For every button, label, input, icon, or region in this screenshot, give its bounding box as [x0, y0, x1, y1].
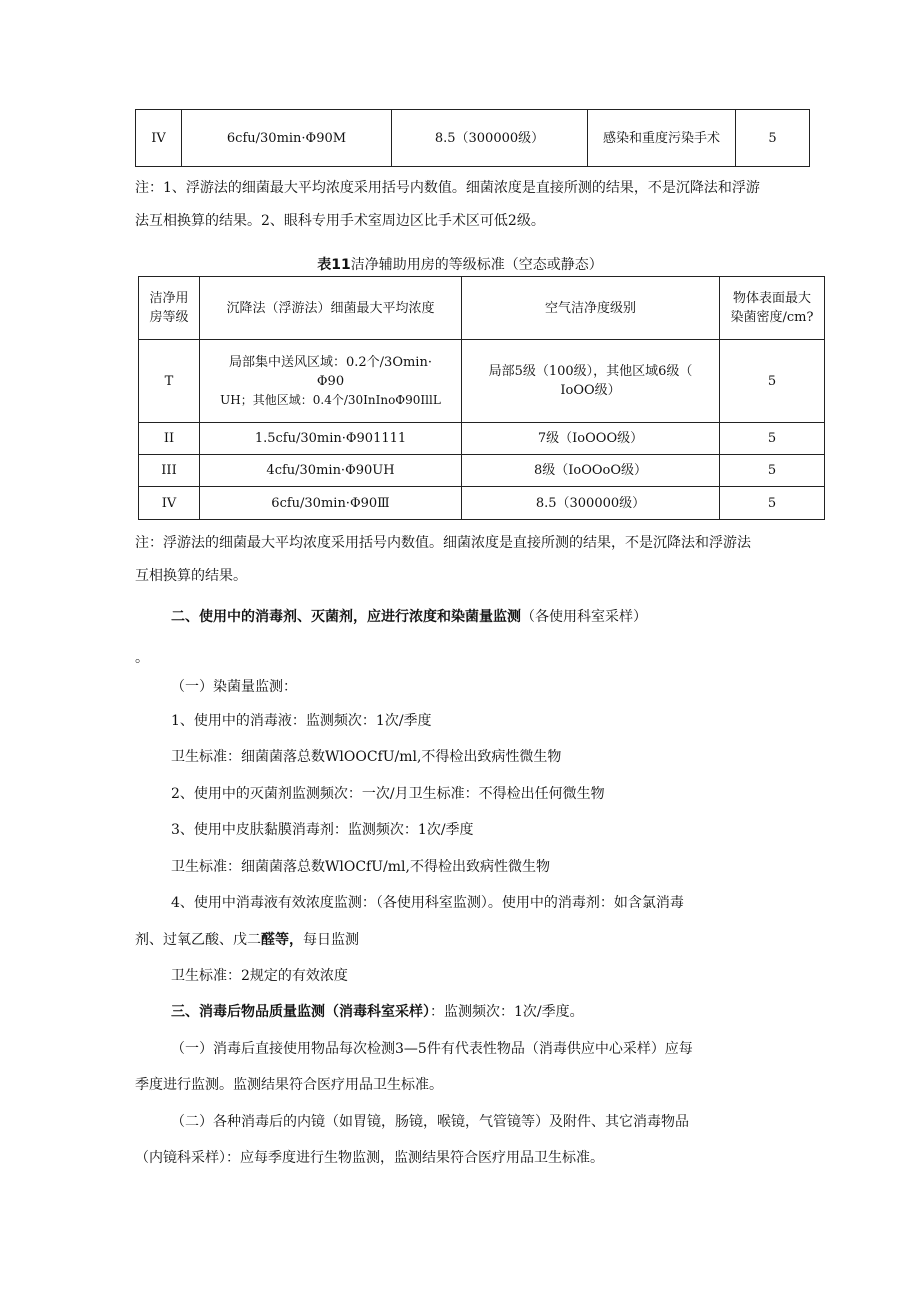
paragraph-line: （二）各种消毒后的内镜（如胃镜，肠镜，喉镜，气管镜等）及附件、其它消毒物品	[171, 1114, 689, 1130]
header-line: 洁净用	[149, 291, 189, 306]
header-concentration: 沉降法（浮游法）细菌最大平均浓度	[200, 277, 462, 340]
paragraph-line: 卫生标准：细菌菌落总数WlOOCfU/ml,不得检出致病性微生物	[171, 749, 562, 765]
header-air-cleanliness: 空气洁净度级别	[462, 277, 720, 340]
air-cleanliness-cell: 8.5（300000级）	[392, 110, 588, 167]
header-line: 物体表面最大	[732, 291, 811, 306]
section-heading-tail: ：监测频次：1次/季度。	[430, 1004, 584, 1020]
table-row	[139, 455, 825, 487]
concentration-cell	[200, 340, 462, 423]
paragraph-line: （内镜科采样）：应每季度进行生物监测，监测结果符合医疗用品卫生标准。	[135, 1150, 604, 1166]
section-heading-bold: 三、消毒后物品质量监测（消毒科室采样）	[171, 1004, 430, 1020]
operating-room-grade-table	[135, 109, 810, 167]
text-run-bold: 醛等，	[261, 932, 303, 948]
table-caption	[0, 254, 920, 276]
concentration-cell: 1.5cfu/30min·Φ901111	[200, 423, 462, 455]
paragraph-line: 季度进行监测。监测结果符合医疗用品卫生标准。	[135, 1077, 443, 1093]
section-heading-tail: （各使用科室采样）	[521, 609, 647, 625]
section-heading-bold: 二、使用中的消毒剂、灭菌剂，应进行浓度和染菌量监测	[171, 609, 521, 625]
concentration-cell: 4cfu/30min·Φ90UH	[200, 455, 462, 487]
air-cleanliness-cell: 7级（IoOOO级）	[462, 423, 720, 455]
paragraph-line: 卫生标准：细菌菌落总数WlOCfU/ml,不得检出致病性微生物	[171, 859, 550, 875]
note-line: 注：1、浮游法的细菌最大平均浓度采用括号内数值。细菌浓度是直接所测的结果，不是沉降法和浮游	[135, 180, 760, 196]
table-note	[135, 172, 825, 238]
paragraph-line: 3、使用中皮肤黏膜消毒剂：监测频次：1次/季度	[171, 822, 474, 838]
table-row	[136, 110, 810, 167]
paragraph-line: 。	[135, 650, 149, 666]
air-cleanliness-cell: 8.5（300000级）	[462, 487, 720, 520]
header-surface-density	[720, 277, 825, 340]
paragraph-line: 1、使用中的消毒液：监测频次：1次/季度	[171, 713, 432, 729]
header-line: 染菌密度/cm?	[730, 310, 814, 325]
note-line: 注：浮游法的细菌最大平均浓度采用括号内数值。细菌浓度是直接所测的结果，不是沉降法和浮游法	[135, 535, 751, 551]
text-run: 剂、过氧乙酸、戊二	[135, 932, 261, 948]
grade-cell: IV	[136, 110, 182, 167]
surface-density-cell: 5	[720, 423, 825, 455]
surface-density-cell: 5	[736, 110, 810, 167]
caption-number: 表11	[317, 257, 351, 273]
surface-density-cell: 5	[720, 455, 825, 487]
text-run: 每日监测	[303, 932, 359, 948]
table-header-row	[139, 277, 825, 340]
grade-cell: T	[139, 340, 200, 423]
surface-density-cell: 5	[720, 340, 825, 423]
caption-text: 洁净辅助用房的等级标准（空态或静态）	[350, 257, 603, 273]
cell-line: 局部集中送风区域：0.2个/3Omin·	[229, 354, 432, 370]
grade-cell: IV	[139, 487, 200, 520]
subheading: （一）染菌量监测：	[171, 679, 297, 695]
table-note	[135, 527, 825, 593]
table-row	[139, 423, 825, 455]
auxiliary-room-grade-table	[138, 276, 825, 520]
paragraph-line	[135, 925, 825, 955]
cell-line: IoOO级）	[560, 383, 621, 398]
air-cleanliness-cell: 8级（IoOOoO级）	[462, 455, 720, 487]
cell-line: 局部5级（100级），其他区域6级（	[488, 364, 693, 379]
applicable-surgery-cell: 感染和重度污染手术	[588, 110, 736, 167]
grade-cell: III	[139, 455, 200, 487]
paragraph-line: 2、使用中的灭菌剂监测频次：一次/月卫生标准：不得检出任何微生物	[171, 786, 605, 802]
grade-cell: II	[139, 423, 200, 455]
cell-line: UH；其他区域：0.4个/30InInoΦ90IllL	[220, 392, 441, 407]
table-row	[139, 487, 825, 520]
note-line: 法互相换算的结果。2、眼科专用手术室周边区比手术区可低2级。	[135, 213, 545, 229]
header-line: 房等级	[149, 310, 189, 325]
section-heading	[135, 602, 825, 632]
paragraph-line: 4、使用中消毒液有效浓度监测：（各使用科室监测）。使用中的消毒剂：如含氯消毒	[171, 895, 684, 911]
note-line: 互相换算的结果。	[135, 568, 247, 584]
paragraph-line: 卫生标准：2规定的有效浓度	[171, 968, 348, 984]
section-heading	[135, 997, 825, 1027]
table-row	[139, 340, 825, 423]
cell-line: Φ90	[316, 373, 345, 389]
paragraph-line: （一）消毒后直接使用物品每次检测3—5件有代表性物品（消毒供应中心采样）应每	[171, 1041, 693, 1057]
air-cleanliness-cell	[462, 340, 720, 423]
bacteria-concentration-cell: 6cfu/30min·Φ90M	[182, 110, 392, 167]
concentration-cell: 6cfu/30min·Φ90Ⅲ	[200, 487, 462, 520]
surface-density-cell: 5	[720, 487, 825, 520]
header-grade	[139, 277, 200, 340]
